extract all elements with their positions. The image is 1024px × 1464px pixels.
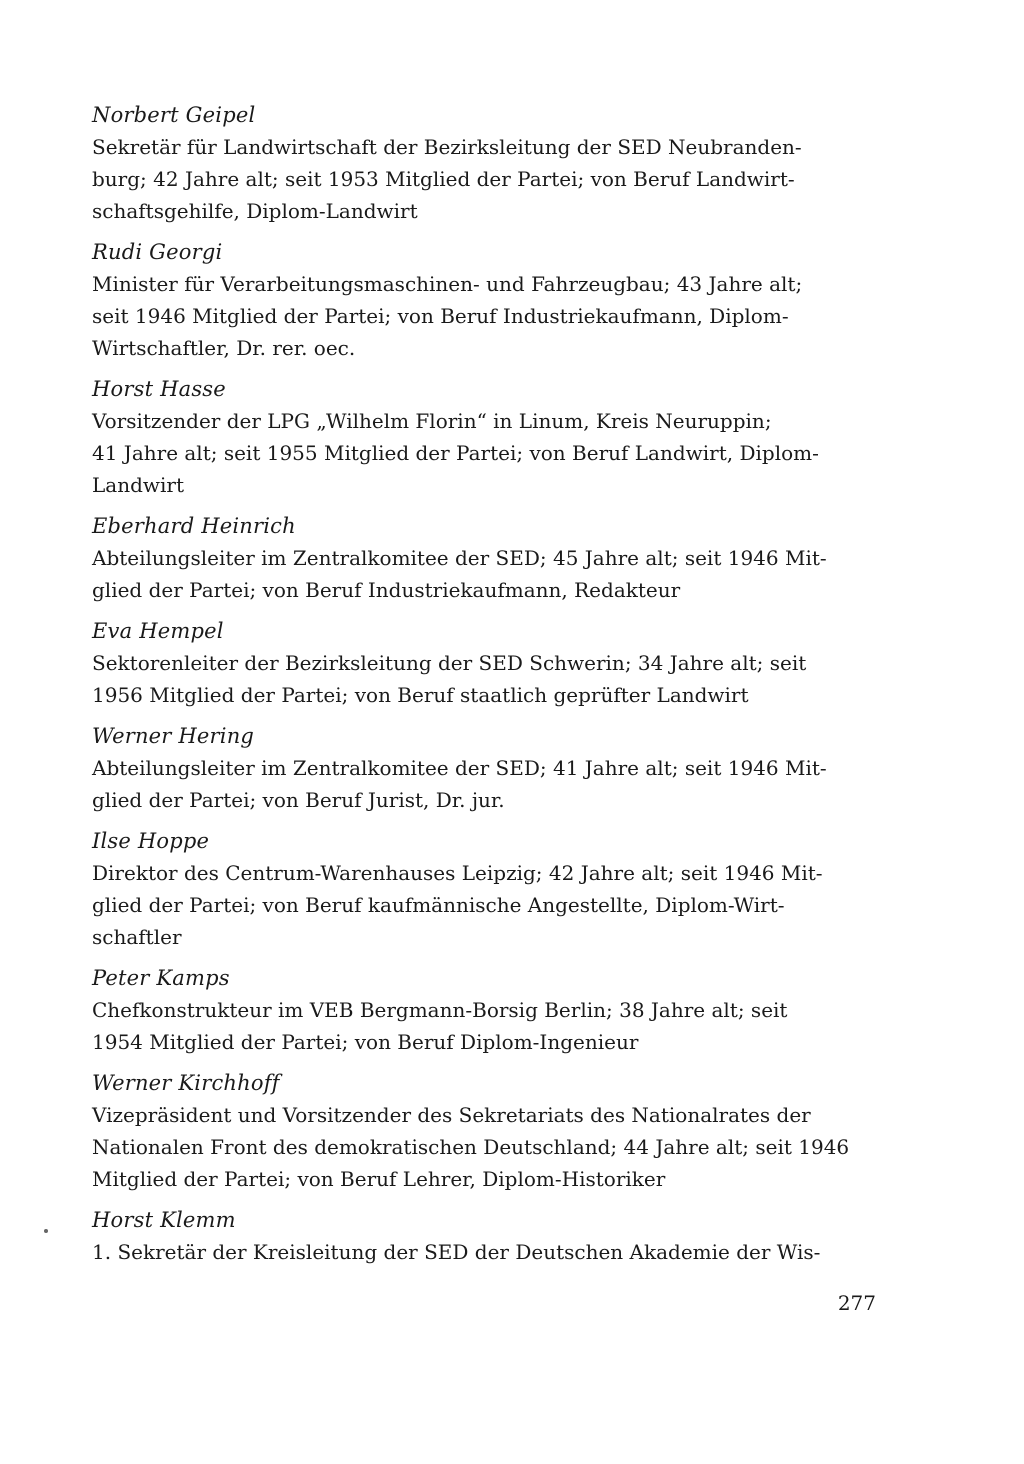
description-line: Vizepräsident und Vorsitzender des Sekretariats des Nationalrates der	[92, 1103, 811, 1127]
description-line: Sekretär für Landwirtschaft der Bezirksleitung der SED Neubranden-	[92, 135, 802, 159]
person-name: Peter Kamps	[92, 966, 230, 990]
entry-eberhard-heinrich	[92, 511, 874, 606]
entry-norbert-geipel	[92, 100, 874, 227]
description-line: schaftler	[92, 925, 182, 949]
description-line: glied der Partei; von Beruf Jurist, Dr. jur.	[92, 788, 505, 812]
description-line: Sektorenleiter der Bezirksleitung der SED Schwerin; 34 Jahre alt; seit	[92, 651, 807, 675]
description-line: glied der Partei; von Beruf kaufmännische Angestellte, Diplom-Wirt-	[92, 893, 785, 917]
person-name: Horst Hasse	[92, 377, 226, 401]
person-name: Werner Hering	[92, 724, 255, 748]
description-line: Nationalen Front des demokratischen Deutschland; 44 Jahre alt; seit 1946	[92, 1135, 850, 1159]
description-line: 41 Jahre alt; seit 1955 Mitglied der Partei; von Beruf Landwirt, Diplom-	[92, 441, 819, 465]
person-name: Rudi Georgi	[92, 240, 223, 264]
description-line: Minister für Verarbeitungsmaschinen- und Fahrzeugbau; 43 Jahre alt;	[92, 272, 803, 296]
person-description	[92, 268, 874, 364]
entry-werner-kirchhoff	[92, 1068, 874, 1195]
description-line: 1. Sekretär der Kreisleitung der SED der Deutschen Akademie der Wis-	[92, 1240, 821, 1264]
entry-horst-klemm	[92, 1205, 874, 1268]
description-line: Vorsitzender der LPG „Wilhelm Florin“ in Linum, Kreis Neuruppin;	[92, 409, 772, 433]
description-line: 1954 Mitglied der Partei; von Beruf Diplom-Ingenieur	[92, 1030, 639, 1054]
person-name: Norbert Geipel	[92, 103, 256, 127]
entry-eva-hempel	[92, 616, 874, 711]
person-name: Eva Hempel	[92, 619, 224, 643]
description-line: glied der Partei; von Beruf Industriekaufmann, Redakteur	[92, 578, 681, 602]
entry-horst-hasse	[92, 374, 874, 501]
person-description	[92, 131, 874, 227]
description-line: Abteilungsleiter im Zentralkomitee der SED; 45 Jahre alt; seit 1946 Mit-	[92, 546, 827, 570]
person-description	[92, 405, 874, 501]
description-line: Chefkonstrukteur im VEB Bergmann-Borsig Berlin; 38 Jahre alt; seit	[92, 998, 788, 1022]
description-line: Direktor des Centrum-Warenhauses Leipzig; 42 Jahre alt; seit 1946 Mit-	[92, 861, 823, 885]
person-name: Ilse Hoppe	[92, 829, 210, 853]
document-page	[92, 100, 874, 1278]
description-line: schaftsgehilfe, Diplom-Landwirt	[92, 199, 418, 223]
page-number: 277	[837, 1291, 876, 1315]
person-description	[92, 542, 874, 606]
description-line: Mitglied der Partei; von Beruf Lehrer, Diplom-Historiker	[92, 1167, 666, 1191]
description-line: Landwirt	[92, 473, 185, 497]
description-line: Abteilungsleiter im Zentralkomitee der SED; 41 Jahre alt; seit 1946 Mit-	[92, 756, 827, 780]
person-name: Eberhard Heinrich	[92, 514, 296, 538]
person-description	[92, 1099, 874, 1195]
margin-mark	[44, 1229, 48, 1233]
entry-peter-kamps	[92, 963, 874, 1058]
description-line: seit 1946 Mitglied der Partei; von Beruf Industriekaufmann, Diplom-	[92, 304, 789, 328]
person-description	[92, 994, 874, 1058]
entry-ilse-hoppe	[92, 826, 874, 953]
person-description	[92, 857, 874, 953]
description-line: Wirtschaftler, Dr. rer. oec.	[92, 336, 356, 360]
person-name: Werner Kirchhoff	[92, 1071, 280, 1095]
description-line: burg; 42 Jahre alt; seit 1953 Mitglied der Partei; von Beruf Landwirt-	[92, 167, 795, 191]
person-description	[92, 1236, 874, 1268]
entry-werner-hering	[92, 721, 874, 816]
person-name: Horst Klemm	[92, 1208, 236, 1232]
description-line: 1956 Mitglied der Partei; von Beruf staatlich geprüfter Landwirt	[92, 683, 749, 707]
person-description	[92, 752, 874, 816]
entry-rudi-georgi	[92, 237, 874, 364]
person-description	[92, 647, 874, 711]
